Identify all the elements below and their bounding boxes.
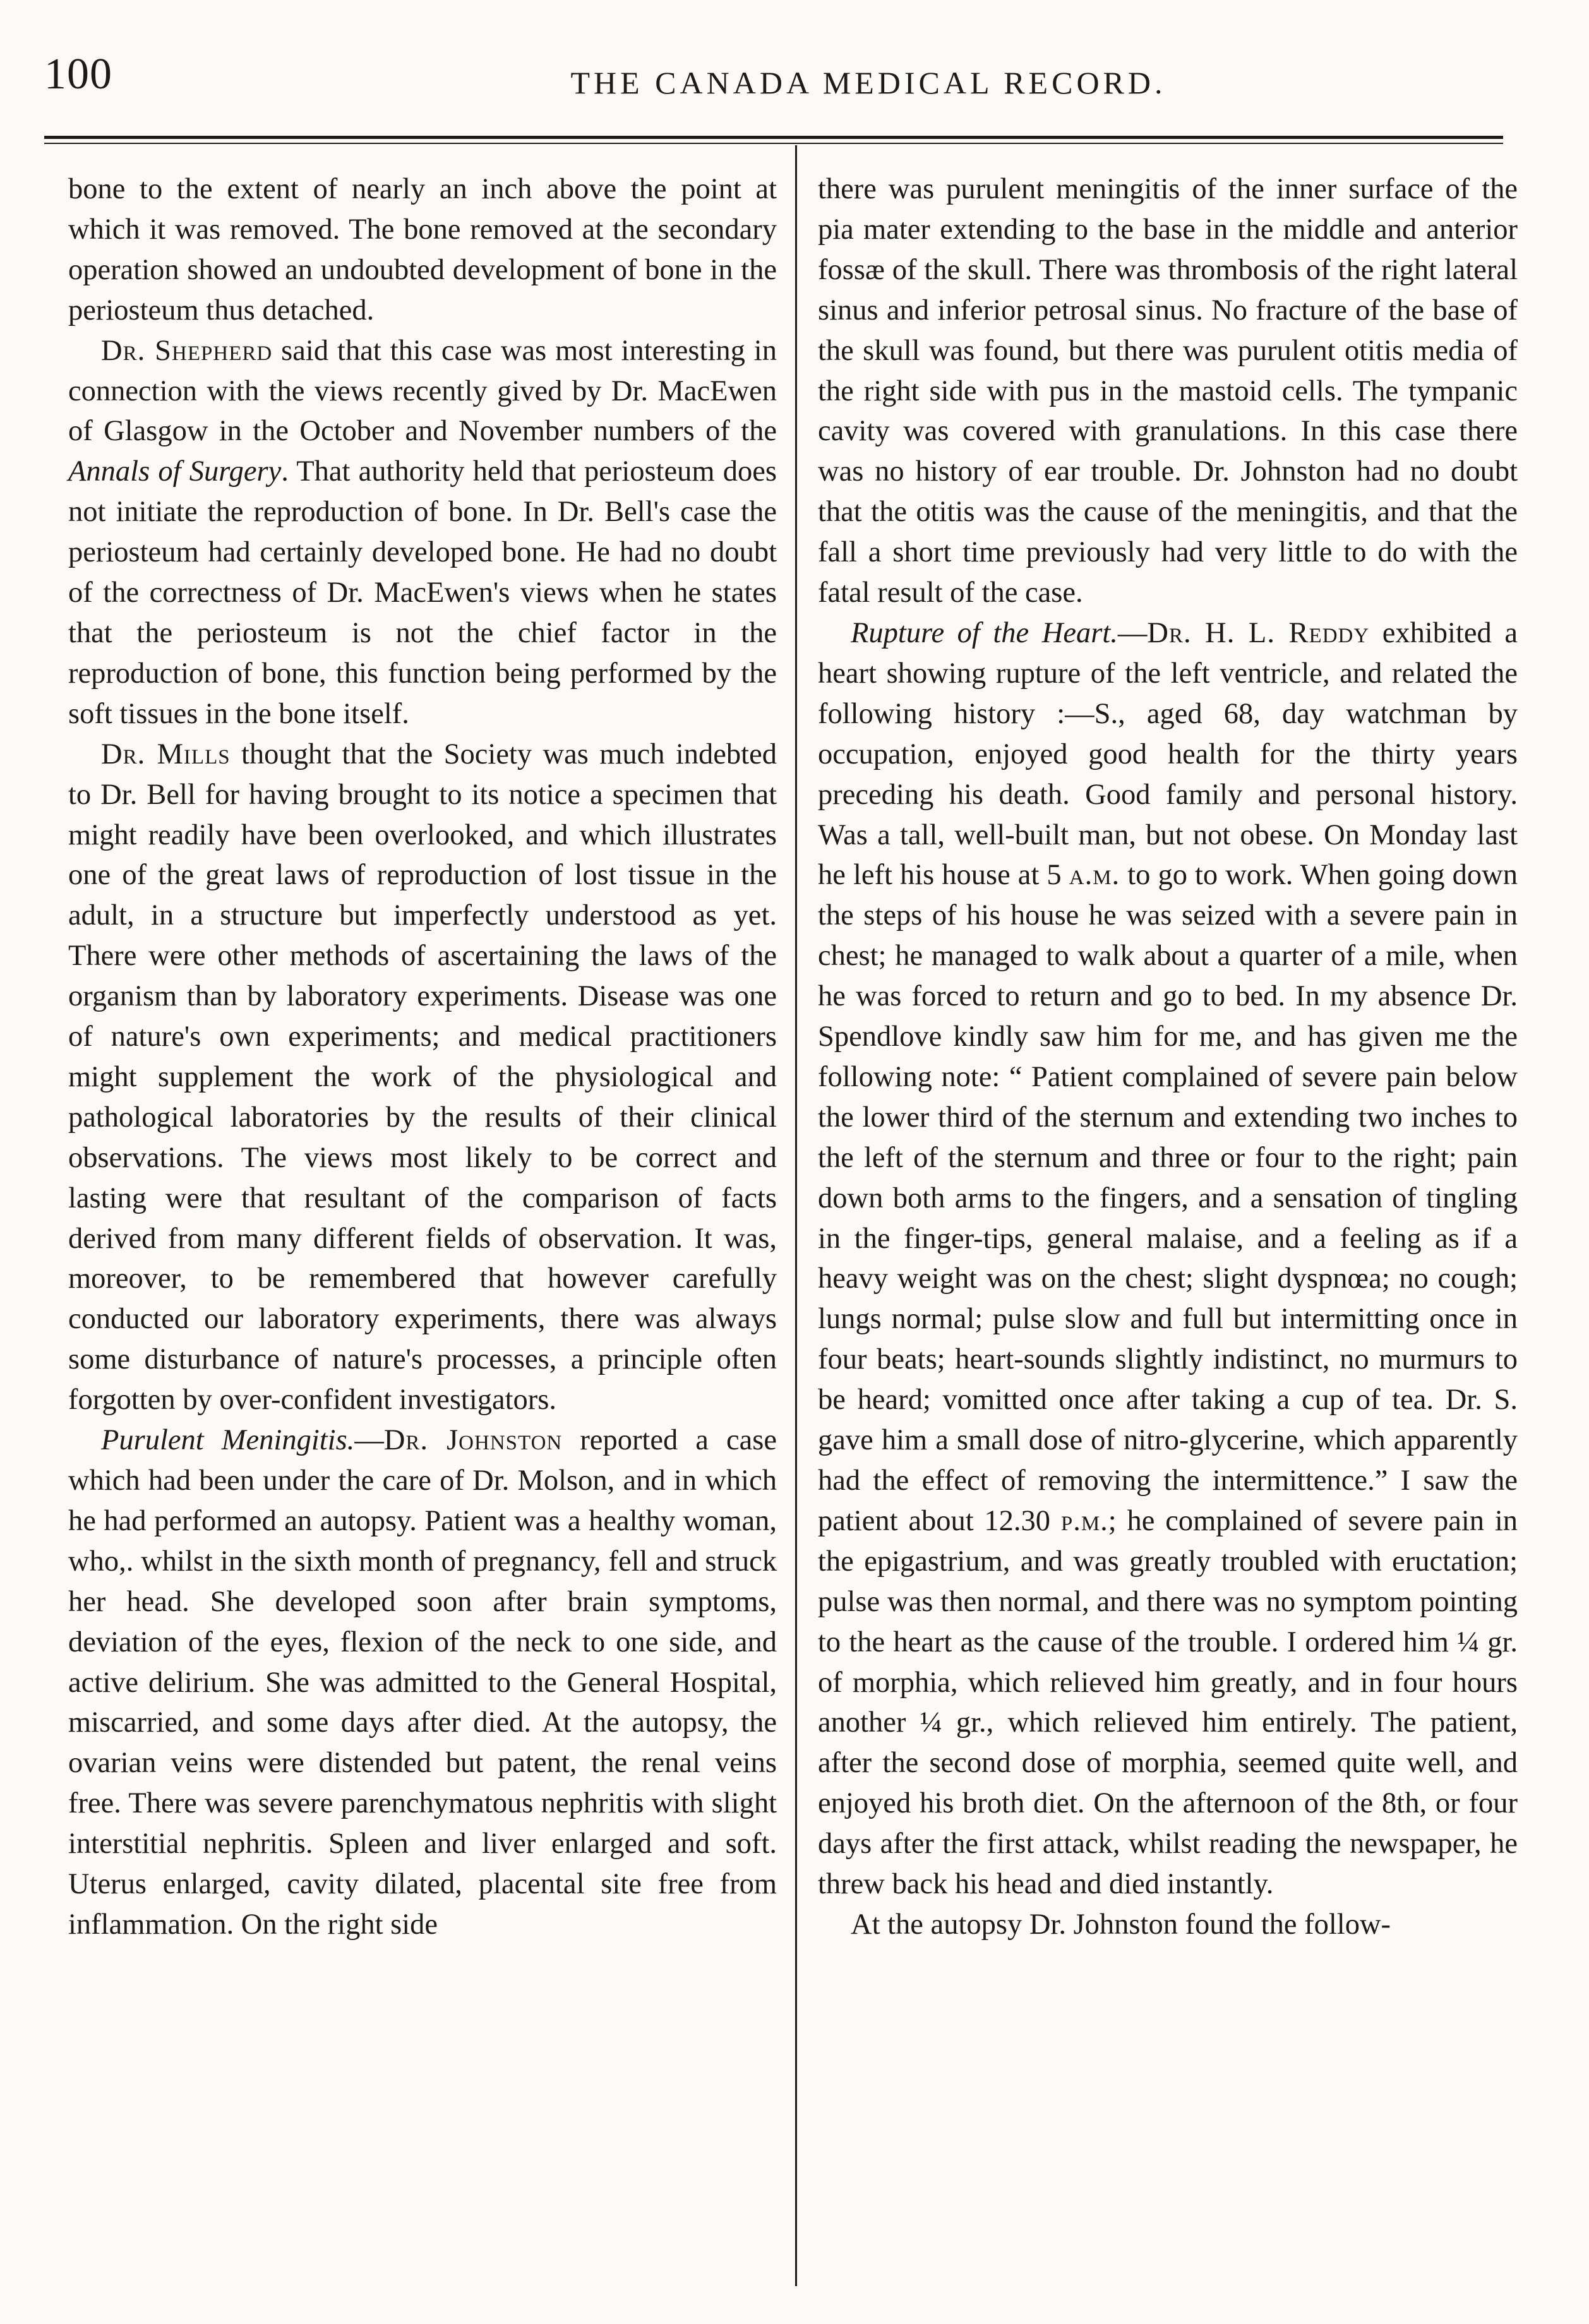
heading-dash: — xyxy=(354,1424,384,1457)
paragraph-text: said that this case was most interesting in connection with the views recently gived by Dr. MacEwen of Glasgow in the October and November numbers of the xyxy=(68,334,777,448)
journal-title: THE CANADA MEDICAL RECORD. xyxy=(570,65,1166,100)
left-column xyxy=(68,169,777,2291)
paragraph-text: . That authority held that periosteum does not initiate the reproduction of bone. In Dr. Bell's case the periosteum had certainly developed bone. He had no doubt of the correctness of Dr. MacEwen's views when he states that the periosteum is not the chief factor in the reproduction of bone, this function being performed by the soft tissues in the bone itself. xyxy=(68,455,777,730)
paragraph-dr-mills xyxy=(68,734,777,1420)
paragraph-text: reported a case which had been under the care of Dr. Molson, and in which he had performed an autopsy. Patient was a healthy woman, who,. whilst in the sixth month of pregnancy, fell and struck her head. She developed soon after brain symptoms, deviation of the eyes, flexion of the neck to one side, and active delirium. She was admitted to the General Hospital, miscarried, and some days after died. At the autopsy, the ovarian veins were distended but patent, the renal veins free. There was severe parenchymatous nephritis with slight interstitial nephritis. Spleen and liver enlarged and soft. Uterus enlarged, cavity dilated, placental site free from inflammation. On the right side xyxy=(68,1424,777,1941)
time-abbrev: p.m. xyxy=(1060,1504,1108,1537)
speaker-name: Dr. Mills xyxy=(101,738,231,770)
speaker-name: Dr. Johnston xyxy=(383,1424,563,1457)
paragraph-text: bone to the extent of nearly an inch above the point at which it was removed. The bone removed at the secondary operation showed an undoubted development of bone in the periosteum thus detached. xyxy=(68,173,777,326)
journal-citation: Annals of Surgery xyxy=(68,455,282,488)
header-rule-thin xyxy=(44,143,1503,144)
heading-dash: — xyxy=(1117,616,1148,649)
header-rule-thick xyxy=(44,136,1503,139)
right-column xyxy=(818,169,1518,2291)
paragraph-bone-removal xyxy=(68,169,777,331)
paragraph-text: there was purulent meningitis of the inner surface of the pia mater extending to the base in the middle and anterior fossæ of the skull. There was thrombosis of the right lateral sinus and inferior petrosal sinus. No fracture of the base of the skull was found, but there was purulent otitis media of the right side with pus in the mastoid cells. The tympanic cavity was covered with granulations. In this case there was no history of ear trouble. Dr. Johnston had no doubt that the otitis was the cause of the meningitis, and that the fall a short time previously had very little to do with the fatal result of the case. xyxy=(818,173,1518,609)
paragraph-text: At the autopsy Dr. Johnston found the follow- xyxy=(851,1908,1391,1941)
paragraph-text: ; he complained of severe pain in the epigastrium, and was greatly troubled with eructation; pulse was then normal, and there was no symptom pointing to the heart as the cause of the trouble. I ordered him ¼ gr. of morphia, which relieved him greatly, and in four hours another ¼ gr., which relieved him entirely. The patient, after the second dose of morphia, seemed quite well, and enjoyed his broth diet. On the afternoon of the 8th, or four days after the first attack, whilst reading the newspaper, he threw back his head and died instantly. xyxy=(818,1504,1518,1901)
speaker-name: Dr. Shepherd xyxy=(101,334,273,367)
paragraph-autopsy-findings xyxy=(818,169,1518,613)
paragraph-text: exhibited a heart showing rupture of the left ventricle, and related the following history :—S., aged 68, day watchman by occupation, enjoyed good health for the thirty years preceding his death. Good family and personal history. Was a tall, well-built man, but not obese. On Monday last he left his house at 5 xyxy=(818,616,1518,892)
paragraph-dr-shepherd xyxy=(68,331,777,734)
column-divider xyxy=(795,145,797,2286)
paragraph-purulent-meningitis xyxy=(68,1420,777,1945)
speaker-name: Dr. H. L. Reddy xyxy=(1147,616,1370,649)
paragraph-rupture-of-heart xyxy=(818,613,1518,1905)
page-header xyxy=(44,44,1503,114)
paragraph-text: thought that the Society was much indebted to Dr. Bell for having brought to its notice a specimen that might readily have been overlooked, and which illustrates one of the great laws of reproduction of lost tissue in the adult, in a structure but imperfectly understood as yet. There were other methods of ascertaining the laws of the organism than by laboratory experiments. Disease was one of nature's own experiments; and medical practitioners might supplement the work of the physiological and pathological laboratories by the results of their clinical observations. The views most likely to be correct and lasting were that resultant of the comparison of facts derived from many different fields of observation. It was, moreover, to be remembered that however carefully conducted our laboratory experiments, there was always some disturbance of nature's processes, a principle often forgotten by over-confident investigators. xyxy=(68,738,777,1417)
page-number: 100 xyxy=(44,50,112,99)
time-abbrev: a.m. xyxy=(1069,859,1120,892)
section-heading: Purulent Meningitis. xyxy=(101,1424,355,1457)
paragraph-autopsy-continues xyxy=(818,1905,1518,1945)
section-heading: Rupture of the Heart. xyxy=(851,616,1118,649)
paragraph-text: to go to work. When going down the steps of his house he was seized with a severe pain in chest; he managed to walk about a quarter of a mile, when he was forced to return and go to bed. In my absence Dr. Spendlove kindly saw him for me, and has given me the following note: “ Patient complained of severe pain below the lower third of the sternum and extending two inches to the left of the sternum and three or four to the right; pain down both arms to the fingers, and a sensation of tingling in the finger-tips, general malaise, and a feeling as if a heavy weight was on the chest; slight dyspnœa; no cough; lungs normal; pulse slow and full but intermitting once in four beats; heart-sounds slightly indistinct, no murmurs to be heard; vomitted once after taking a cup of tea. Dr. S. gave him a small dose of nitro-glycerine, which apparently had the effect of removing the intermittence.” I saw the patient about 12.30 xyxy=(818,859,1518,1537)
